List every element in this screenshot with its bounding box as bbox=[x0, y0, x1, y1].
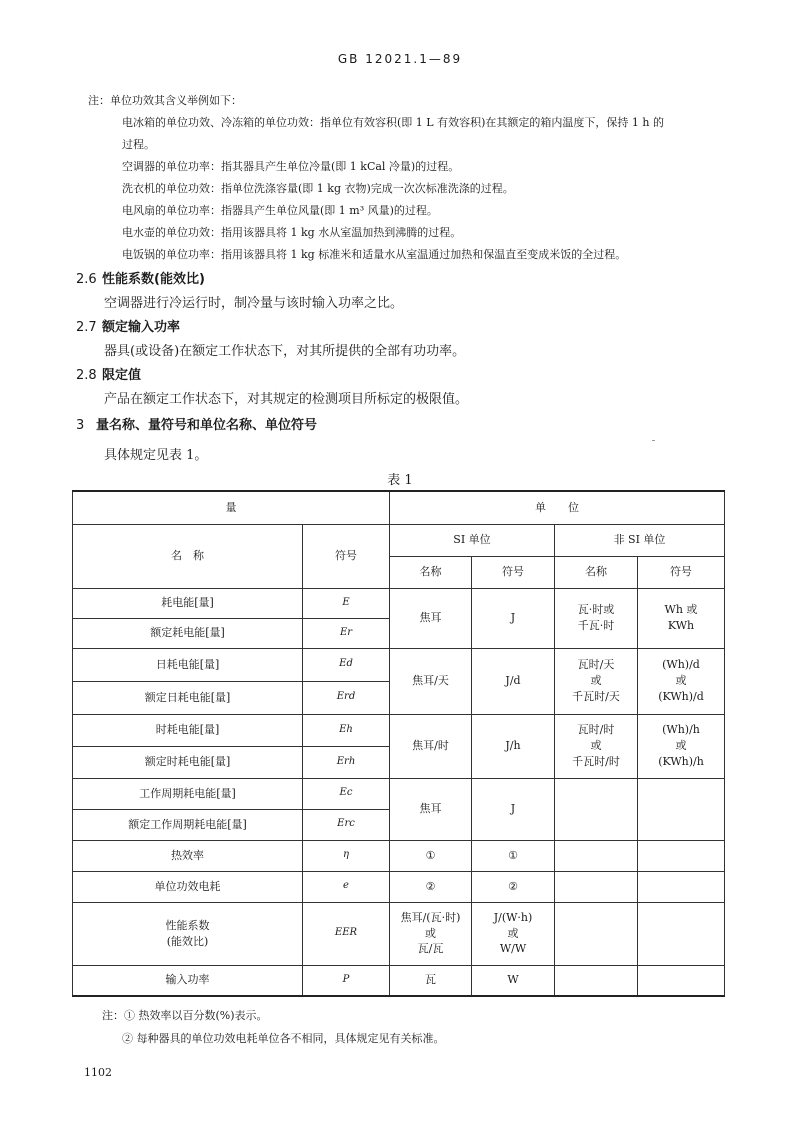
quantity-symbol: EER bbox=[303, 902, 390, 965]
header-si-symbol: 符号 bbox=[472, 556, 555, 588]
section-number: 3 bbox=[76, 418, 85, 433]
section-3-text: 具体规定见表 1。 bbox=[104, 448, 208, 463]
table-row bbox=[73, 902, 725, 965]
non-si-unit-symbol bbox=[638, 965, 725, 996]
si-unit-name: 焦耳 bbox=[390, 588, 472, 648]
quantity-name: 额定耗电能[量] bbox=[73, 618, 303, 648]
non-si-symbol-line: Wh 或 bbox=[664, 603, 698, 617]
non-si-name-line: 或 bbox=[590, 674, 602, 688]
unit-note-fridge-cont: 过程。 bbox=[122, 138, 155, 151]
section-title: 限定值 bbox=[102, 368, 142, 383]
quantity-name: 日耗电能[量] bbox=[73, 648, 303, 681]
unit-note-aircon: 空调器的单位功率：指其器具产生单位冷量(即 1 kCal 冷量)的过程。 bbox=[122, 160, 460, 173]
non-si-symbol-line: KWh bbox=[667, 619, 695, 632]
quantity-name: 输入功率 bbox=[73, 965, 303, 996]
quantity-symbol: Erc bbox=[303, 809, 390, 840]
si-name-line: 焦耳/(瓦·时) bbox=[400, 910, 461, 924]
quantity-symbol: Ec bbox=[303, 778, 390, 809]
section-2-8-text: 产品在额定工作状态下，对其规定的检测项目所标定的极限值。 bbox=[104, 392, 469, 407]
si-unit-name bbox=[390, 902, 472, 965]
si-unit-name: 焦耳/时 bbox=[390, 714, 472, 778]
non-si-symbol-line: (Wh)/h bbox=[662, 723, 700, 737]
quantity-symbol: Erd bbox=[303, 681, 390, 714]
si-unit-symbol: W bbox=[472, 965, 555, 996]
quantity-symbol: E bbox=[303, 588, 390, 618]
si-symbol-line: 或 bbox=[507, 926, 519, 940]
si-unit-name: ① bbox=[390, 840, 472, 871]
section-2-8-heading bbox=[76, 364, 141, 383]
standard-header: GB 12021.1—89 bbox=[337, 52, 463, 66]
non-si-unit-name bbox=[555, 965, 638, 996]
quantity-symbol: e bbox=[303, 871, 390, 902]
quantity-symbol: Eh bbox=[303, 714, 390, 746]
header-symbol: 符号 bbox=[303, 524, 390, 588]
si-unit-symbol: J/h bbox=[472, 714, 555, 778]
unit-note-fan: 电风扇的单位功率：指器具产生单位风量(即 1 m³ 风量)的过程。 bbox=[122, 204, 438, 217]
non-si-unit-name bbox=[555, 714, 638, 778]
table-row bbox=[73, 871, 725, 902]
quantity-symbol: Erh bbox=[303, 746, 390, 778]
non-si-unit-symbol bbox=[638, 871, 725, 902]
quantity-symbol: Ed bbox=[303, 648, 390, 681]
non-si-name-line: 瓦时/时 bbox=[577, 723, 615, 737]
quantity-name: 额定工作周期耗电能[量] bbox=[73, 809, 303, 840]
page-number: 1102 bbox=[84, 1066, 112, 1079]
header-non-si-symbol: 符号 bbox=[638, 556, 725, 588]
footnote-2: ② 每种器具的单位功效电耗单位各不相同，具体规定见有关标准。 bbox=[122, 1032, 445, 1045]
unit-note-ricecooker: 电饭锅的单位功率：指用该器具将 1 kg 标准米和适量水从室温通过加热和保温直至变成米饭的全过程。 bbox=[122, 248, 627, 261]
non-si-name-line: 瓦时/天 bbox=[577, 658, 615, 672]
si-symbol-line: W/W bbox=[499, 942, 527, 956]
quantity-symbol: η bbox=[303, 840, 390, 871]
non-si-unit-name bbox=[555, 871, 638, 902]
section-title: 额定输入功率 bbox=[102, 320, 181, 335]
si-unit-symbol bbox=[472, 902, 555, 965]
table-row bbox=[73, 778, 725, 809]
si-unit-name: 焦耳 bbox=[390, 778, 472, 840]
non-si-symbol-line: (Wh)/d bbox=[662, 658, 700, 672]
section-3-heading bbox=[76, 414, 317, 433]
section-number: 2.6 bbox=[76, 272, 97, 287]
non-si-symbol-line: 或 bbox=[675, 674, 687, 688]
scan-mark bbox=[652, 440, 655, 441]
table-1 bbox=[72, 490, 725, 997]
non-si-unit-symbol bbox=[638, 714, 725, 778]
non-si-unit-symbol bbox=[638, 902, 725, 965]
si-name-line: 或 bbox=[425, 926, 436, 940]
si-unit-symbol: J bbox=[472, 588, 555, 648]
section-2-6-text: 空调器进行冷运行时，制冷量与该时输入功率之比。 bbox=[104, 296, 404, 311]
section-number: 2.7 bbox=[76, 320, 97, 335]
header-non-si-unit: 非 SI 单位 bbox=[555, 524, 725, 556]
si-name-line: 瓦/瓦 bbox=[417, 942, 444, 956]
si-unit-name: 焦耳/天 bbox=[390, 648, 472, 714]
section-2-7-heading bbox=[76, 316, 180, 335]
si-unit-symbol: J/d bbox=[472, 648, 555, 714]
table-row bbox=[73, 840, 725, 871]
footnote-1: 注：① 热效率以百分数(%)表示。 bbox=[102, 1009, 268, 1022]
quantity-name-line: (能效比) bbox=[166, 934, 209, 948]
quantity-name: 耗电能[量] bbox=[73, 588, 303, 618]
non-si-unit-name bbox=[555, 648, 638, 714]
non-si-unit-name bbox=[555, 902, 638, 965]
si-symbol-line: J/(W·h) bbox=[493, 910, 533, 924]
non-si-unit-symbol bbox=[638, 588, 725, 648]
quantity-symbol: Er bbox=[303, 618, 390, 648]
quantity-name bbox=[73, 902, 303, 965]
quantity-name-line: 性能系数 bbox=[165, 918, 210, 932]
si-unit-symbol: ② bbox=[472, 871, 555, 902]
quantity-name: 热效率 bbox=[73, 840, 303, 871]
table-caption: 表 1 bbox=[387, 473, 413, 488]
unit-note-kettle: 电水壶的单位功效：指用该器具将 1 kg 水从室温加热到沸腾的过程。 bbox=[122, 226, 462, 239]
table-row bbox=[73, 588, 725, 618]
non-si-unit-symbol bbox=[638, 840, 725, 871]
section-title: 性能系数(能效比) bbox=[102, 272, 205, 287]
non-si-name-line: 或 bbox=[590, 739, 602, 753]
header-si-unit: SI 单位 bbox=[390, 524, 555, 556]
section-2-7-text: 器具(或设备)在额定工作状态下，对其所提供的全部有功功率。 bbox=[104, 344, 466, 359]
section-2-6-heading bbox=[76, 268, 205, 287]
table-row bbox=[73, 714, 725, 746]
non-si-name-line: 千瓦时/时 bbox=[572, 754, 620, 768]
si-unit-name: 瓦 bbox=[390, 965, 472, 996]
non-si-unit-name bbox=[555, 588, 638, 648]
si-unit-symbol: J bbox=[472, 778, 555, 840]
unit-note-intro: 注：单位功效其含义举例如下： bbox=[88, 94, 242, 107]
section-title: 量名称、量符号和单位名称、单位符号 bbox=[96, 418, 318, 433]
si-unit-symbol: ① bbox=[472, 840, 555, 871]
non-si-unit-symbol bbox=[638, 648, 725, 714]
si-unit-name: ② bbox=[390, 871, 472, 902]
non-si-unit-symbol bbox=[638, 778, 725, 840]
quantity-symbol: P bbox=[303, 965, 390, 996]
table-header-row-2 bbox=[73, 524, 725, 556]
header-quantity: 量 bbox=[73, 491, 390, 524]
quantity-name: 工作周期耗电能[量] bbox=[73, 778, 303, 809]
non-si-name-line: 瓦·时或 bbox=[577, 603, 615, 617]
non-si-symbol-line: (KWh)/h bbox=[658, 754, 704, 768]
unit-note-fridge: 电冰箱的单位功效、冷冻箱的单位功效：指单位有效容积(即 1 L 有效容积)在其额定的箱内温度下，保持 1 h 的 bbox=[122, 116, 664, 129]
non-si-symbol-line: 或 bbox=[675, 739, 687, 753]
quantity-name: 单位功效电耗 bbox=[73, 871, 303, 902]
quantity-name: 时耗电能[量] bbox=[73, 714, 303, 746]
table-header-row-1 bbox=[73, 491, 725, 524]
table-row bbox=[73, 648, 725, 681]
non-si-unit-name bbox=[555, 778, 638, 840]
section-number: 2.8 bbox=[76, 368, 97, 383]
table-row bbox=[73, 965, 725, 996]
non-si-unit-name bbox=[555, 840, 638, 871]
quantity-name: 额定日耗电能[量] bbox=[73, 681, 303, 714]
header-unit: 单 位 bbox=[390, 491, 725, 524]
header-si-name: 名称 bbox=[390, 556, 472, 588]
non-si-symbol-line: (KWh)/d bbox=[658, 689, 704, 703]
quantity-name: 额定时耗电能[量] bbox=[73, 746, 303, 778]
non-si-name-line: 千瓦时/天 bbox=[572, 689, 620, 703]
non-si-name-line: 千瓦·时 bbox=[577, 619, 615, 632]
header-non-si-name: 名称 bbox=[555, 556, 638, 588]
header-name: 名 称 bbox=[73, 524, 303, 588]
unit-note-washer: 洗衣机的单位功效：指单位洗涤容量(即 1 kg 衣物)完成一次次标准洗涤的过程。 bbox=[122, 182, 514, 195]
